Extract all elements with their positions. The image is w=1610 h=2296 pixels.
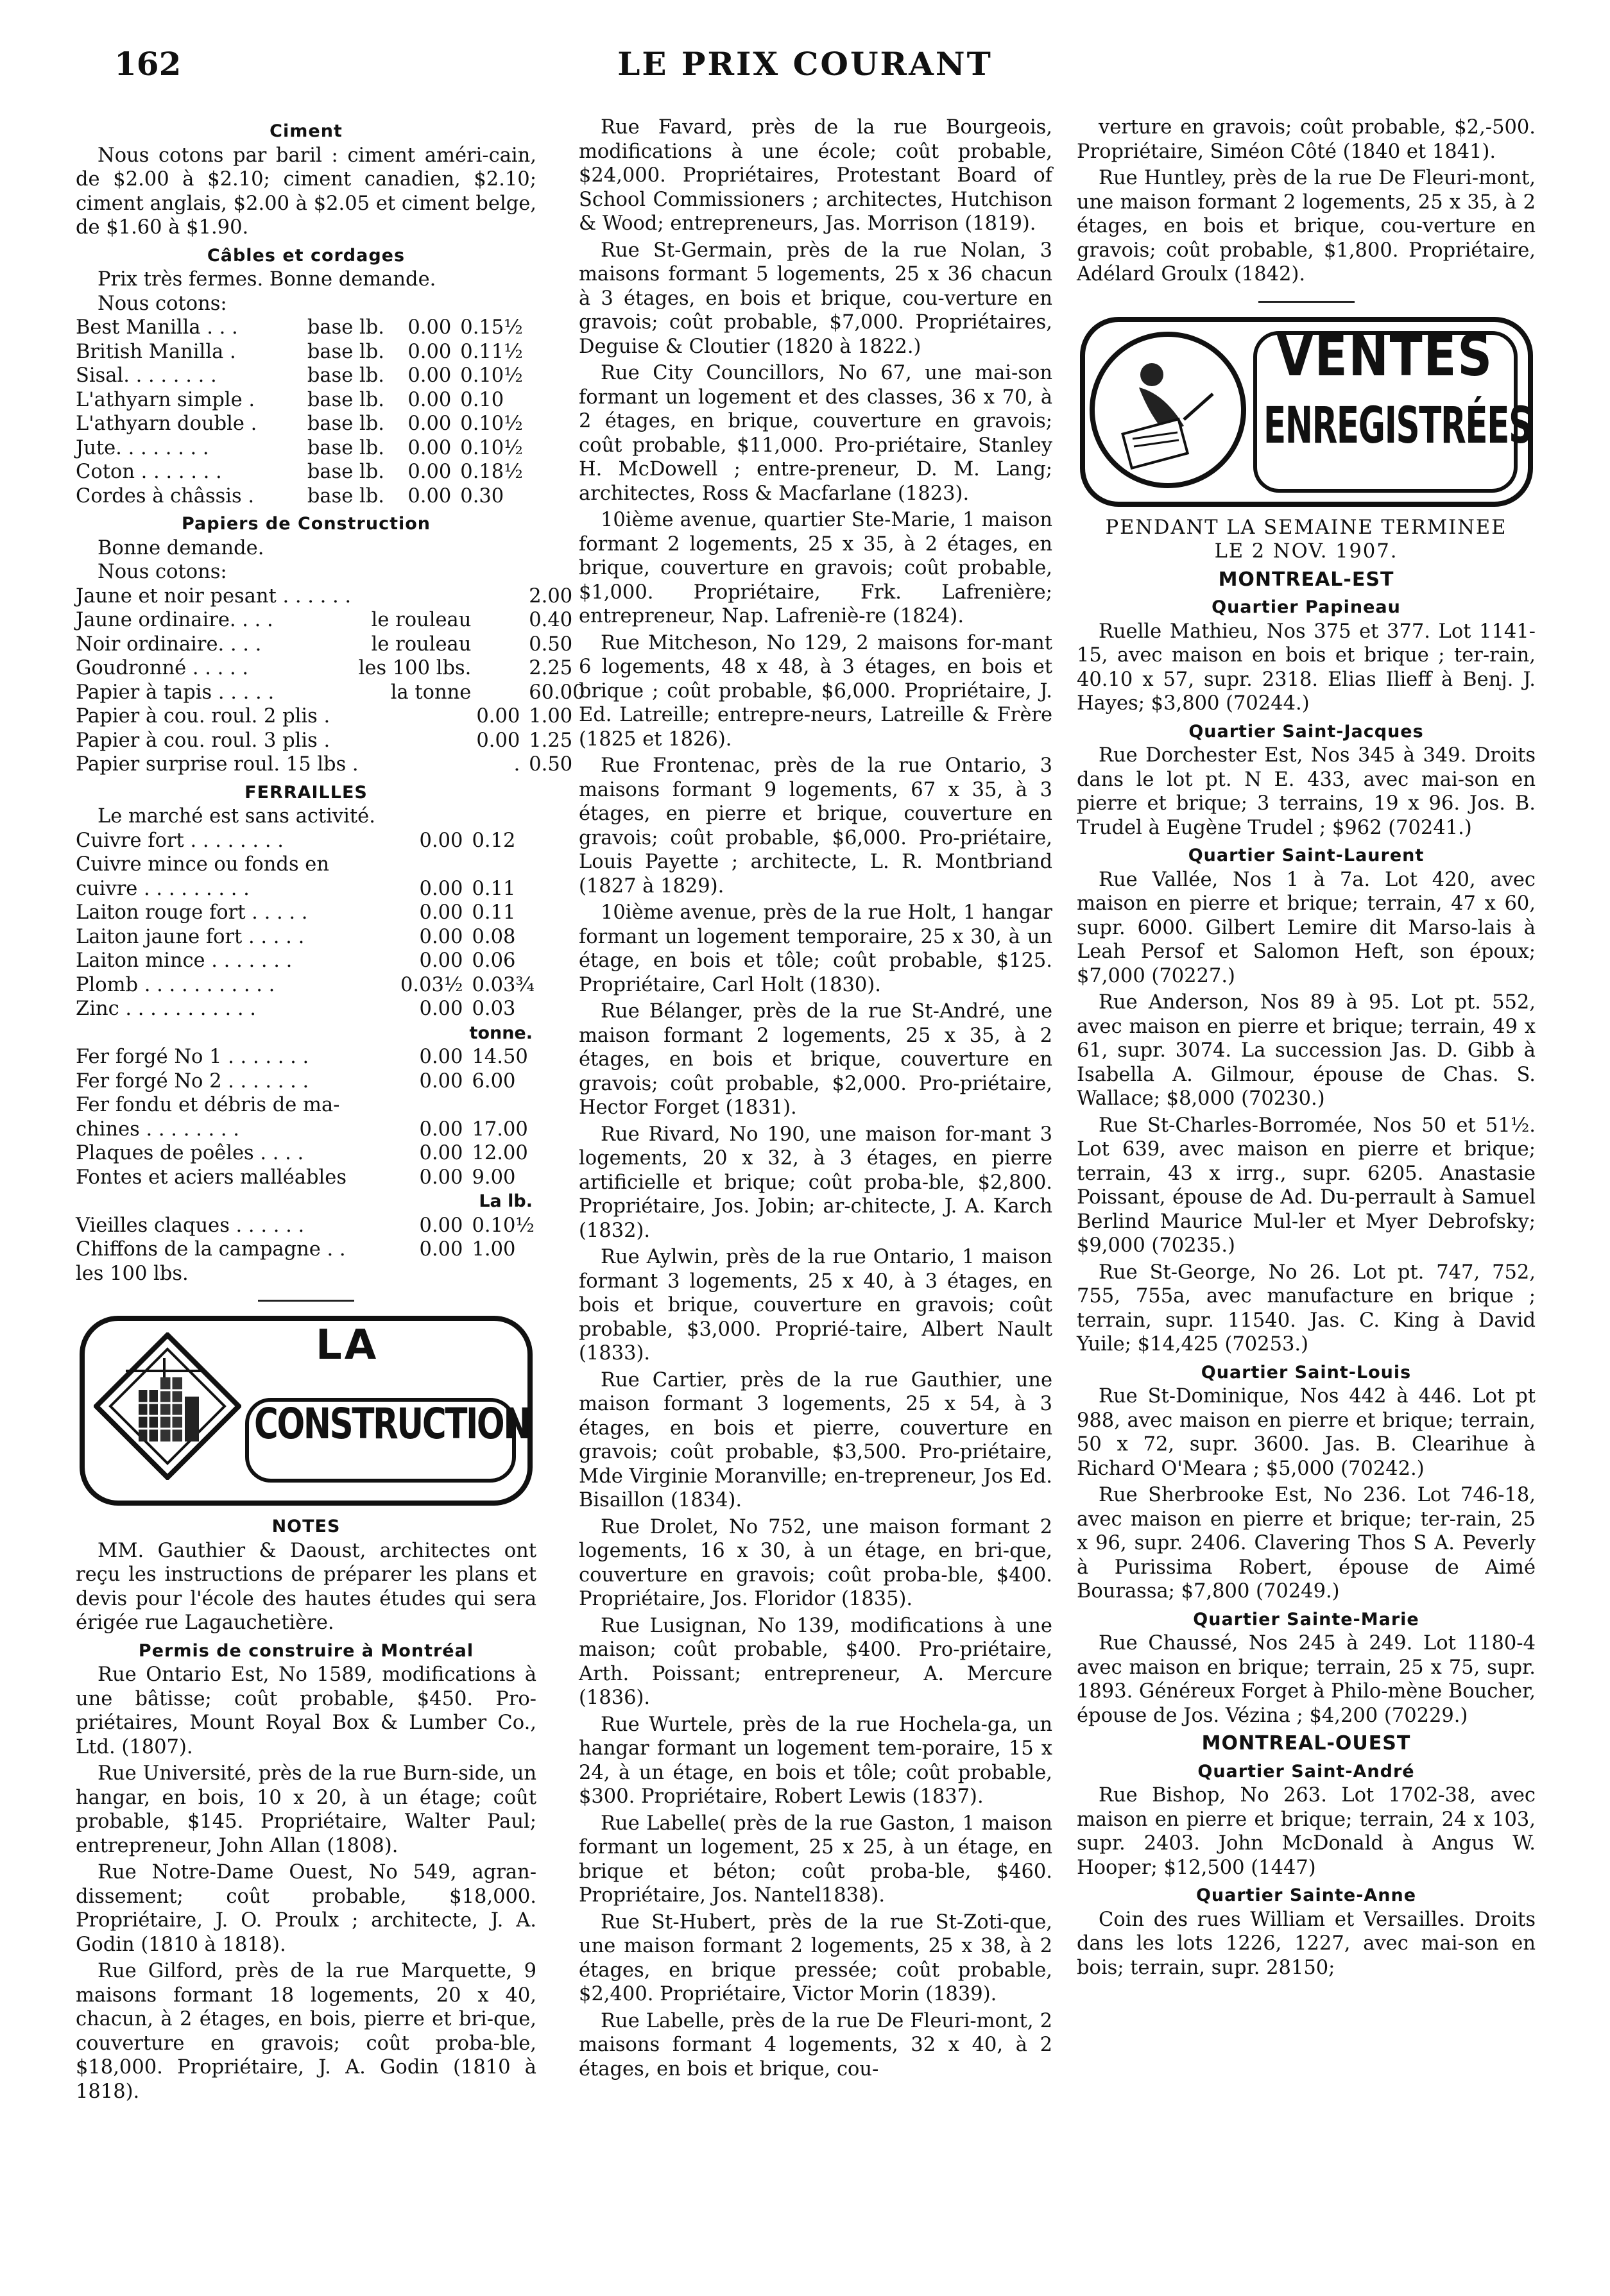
item-name: Sisal. . . . . . . . <box>76 364 217 387</box>
item-min-price: 0.00 <box>419 998 463 1020</box>
item-unit: base lb. <box>307 364 384 387</box>
period-line-2: LE 2 NOV. 1907. <box>1214 540 1398 563</box>
banner-word-la: LA <box>316 1322 379 1369</box>
price-row <box>76 388 536 412</box>
price-row <box>76 753 585 777</box>
ventes-ouest-list <box>1077 1760 1536 1980</box>
item-min-price: 0.00 <box>419 1046 463 1068</box>
price-row <box>76 633 585 657</box>
item-name: Zinc . . . . . . . . . . . <box>76 998 256 1020</box>
sale-entry: Rue St-Charles-Borromée, Nos 50 et 51½. Lot 639, avec maison en pierre et brique; terrain, 43 x irrg., supr. 6205. Anastasie Poissant, épouse de Ad. Du-perrault à Samuel Berlind Maurice Mul-ler et Myer Debrofsky; $9,000 (70235.) <box>1077 1114 1536 1257</box>
permit-entry: Rue Labelle( près de la rue Gaston, 1 maison formant un logement, 25 x 25, à un étage, en brique et béton; coût proba-ble, $460. Propriétaire, Jos. Nantel1838). <box>579 1812 1052 1907</box>
item-min-price: 0.00 <box>476 705 520 727</box>
quartier-heading: Quartier Papineau <box>1212 597 1401 617</box>
permit-entry: verture en gravois; coût probable, $2,-500. Propriétaire, Siméon Côté (1840 et 1841). <box>1077 116 1536 163</box>
item-name: Noir ordinaire. . . . <box>76 633 262 656</box>
item-max-price: 0.15½ <box>460 316 523 339</box>
item-max-price: 0.30 <box>460 484 504 507</box>
permit-entry: 10ième avenue, près de la rue Holt, 1 hangar formant un logement temporaire, 25 x 30, à un étage, en bois et tôle; coût probable, $125. Propriétaire, Carl Holt (1830). <box>579 901 1052 996</box>
item-min-price: 0.00 <box>407 412 452 435</box>
column-3 <box>1077 115 1536 1982</box>
ventes-est-list <box>1077 595 1536 1728</box>
item-max-price: 0.11 <box>472 877 516 900</box>
item-max-price: 0.12 <box>472 829 516 852</box>
sale-entry: Rue Bishop, No 263. Lot 1702-38, avec maison en pierre et brique; terrain, 24 x 103, supr. 2403. John McDonald à Angus W. Hooper; $12,500 (1447) <box>1077 1784 1536 1879</box>
permit-entry: Rue Favard, près de la rue Bourgeois, modifications à une école; coût probable, $24,000. Propriétaires, Protestant Board of School Commissioners ; architectes, Hutchison & Wood; entrepreneurs, Jas. Morrison (1819). <box>579 116 1052 235</box>
item-max-price: 0.03 <box>472 998 516 1020</box>
price-row <box>76 949 536 973</box>
permit-entry: Rue City Councillors, No 67, une mai-son formant un logement et des classes, 36 x 70, à 2 étages, en brique, couverture en gravois; coût probable, $11,000. Pro-priétaire, Stanley H. McDowell ; entre-preneur, D. M. Lang; architectes, Ross & Macfarlane (1823). <box>579 362 1052 505</box>
cables-intro: Prix très fermes. Bonne demande. <box>98 268 436 291</box>
price-row <box>76 681 585 705</box>
lb-unit-label: La lb. <box>479 1191 533 1211</box>
item-unit: la tonne <box>390 681 472 704</box>
item-unit <box>359 584 477 609</box>
item-min-price: 0.00 <box>476 729 520 752</box>
item-min-price: 0.00 <box>419 949 463 972</box>
price-row <box>76 829 536 853</box>
item-min-price: 0.00 <box>419 1118 463 1141</box>
item-name: Papier surprise roul. 15 lbs . <box>76 753 359 776</box>
permit-entry: Rue St-Hubert, près de la rue St-Zoti-que, une maison formant 2 logements, 25 x 38, à 2 étages, en brique pressée; coût probable, $2,400. Propriétaire, Victor Morin (1839). <box>579 1910 1052 2005</box>
item-max-price: 2.00 <box>529 584 573 608</box>
price-row <box>76 412 536 436</box>
item-max-price: 12.00 <box>472 1142 528 1164</box>
item-name: Cuivre fort . . . . . . . . <box>76 829 284 852</box>
item-max-price: 60.00 <box>529 681 585 704</box>
item-unit: base lb. <box>307 388 384 411</box>
banner-word-enregistrees: ENREGISTRÉES <box>1263 396 1532 455</box>
item-min-price: 0.00 <box>407 484 452 507</box>
period-line-1: PENDANT LA SEMAINE TERMINEE <box>1105 516 1507 539</box>
permit-entry: Rue Wurtele, près de la rue Hochela-ga, un hangar formant un logement tem-poraire, 15 x 24, à un étage, en bois et tôle; coût probable, $300. Propriétaire, Robert Lewis (1837). <box>579 1713 1052 1808</box>
divider <box>1258 301 1355 303</box>
item-min-price <box>476 681 529 705</box>
item-max-price: 0.11 <box>472 901 516 924</box>
item-name: cuivre . . . . . . . . . <box>76 877 250 900</box>
item-unit: base lb. <box>307 412 384 435</box>
ferrailles-tonne-table <box>76 1045 536 1189</box>
item-max-price <box>472 1093 536 1118</box>
permit-entry: Rue Mitcheson, No 129, 2 maisons for-mant 6 logements, 48 x 48, à 3 étages, en bois et brique ; coût probable, $6,000. Propriétaire, J. Ed. Latreille; entrepre-neurs, Latreille & Frère (1825 et 1826). <box>579 631 1052 751</box>
permit-entry: Rue Frontenac, près de la rue Ontario, 3 maisons formant 9 logements, 67 x 35, à 3 étages, en pierre et brique, couverture en gravois; coût probable, $6,000. Pro-priétaire, Louis Payette ; architecte, L. R. Montbriand (1827 à 1829). <box>579 754 1052 897</box>
item-unit: base lb. <box>307 436 384 459</box>
banner-word-ventes: VENTES <box>1276 322 1493 389</box>
item-name: Plomb . . . . . . . . . . . <box>76 973 275 996</box>
tonne-unit-label: tonne. <box>469 1023 533 1043</box>
item-max-price: 0.11½ <box>460 340 523 363</box>
item-name: Plaques de poêles . . . . <box>76 1142 304 1164</box>
item-min-price: 0.00 <box>419 1166 463 1189</box>
item-min-price: 0.00 <box>419 925 463 948</box>
papiers-price-table <box>76 584 585 777</box>
quartier-heading: Quartier Sainte-Marie <box>1193 1609 1419 1629</box>
permit-entry: Rue Notre-Dame Ouest, No 549, agran-dissement; coût probable, $18,000. Propriétaire, J. O. Proulx ; architecte, J. A. Godin (1810 à 1818). <box>76 1861 536 1956</box>
item-unit: le rouleau <box>371 633 472 656</box>
permit-entry: Rue Drolet, No 752, une maison formant 2 logements, 16 x 30, à un étage, en bri-que, couverture en gravois; coût proba-ble, $400. Propriétaire, Jos. Floridor (1835). <box>579 1515 1052 1610</box>
item-unit: les 100 lbs. <box>358 657 472 679</box>
item-max-price <box>472 1262 536 1286</box>
item-max-price: 0.06 <box>472 949 516 972</box>
price-row <box>76 608 585 633</box>
item-min-price: . <box>513 753 520 776</box>
item-max-price: 0.50 <box>529 753 573 776</box>
permis-list-end <box>1077 115 1536 287</box>
ventes-enregistrees-banner <box>1080 317 1533 507</box>
permit-entry: Rue Cartier, près de la rue Gauthier, une maison formant 3 logements, 25 x 54, à 3 étages, en bois et pierre, couverture en gravois; coût probable, $3,500. Pro-priétaire, Mde Virginie Moranville; en-trepreneur, Jos Ed. Bisaillon (1834). <box>579 1368 1052 1511</box>
section-heading-cables: Câbles et cordages <box>207 245 406 266</box>
permit-entry: Rue Rivard, No 190, une maison for-mant 3 logements, 20 x 32, à 3 étages, en pierre artificielle et brique; coût proba-ble, $2,800. Propriétaire, Jos. Jobin; ar-chitecte, J. A. Karch (1832). <box>579 1123 1052 1242</box>
sale-entry: Ruelle Mathieu, Nos 375 et 377. Lot 1141-15, avec maison en bois et brique ; ter-rain, 40.10 x 57, supr. 2318. Elias Ilieff à Benj. J. Hayes; $3,800 (70244.) <box>1077 620 1536 715</box>
price-row <box>76 1118 536 1142</box>
item-unit: base lb. <box>307 340 384 363</box>
item-min-price: 0.00 <box>419 1214 463 1237</box>
item-min-price <box>476 608 529 633</box>
item-max-price: 6.00 <box>472 1069 516 1093</box>
price-row <box>76 484 536 509</box>
price-row <box>76 925 536 949</box>
item-min-price: 0.03½ <box>400 973 463 996</box>
item-max-price: 0.10½ <box>460 412 523 435</box>
column-1 <box>76 115 585 2106</box>
price-row <box>76 997 536 1021</box>
column-2 <box>579 115 1052 2084</box>
quartier-heading: Quartier Saint-Laurent <box>1188 846 1425 865</box>
item-min-price <box>398 1093 472 1118</box>
price-row <box>76 1045 536 1069</box>
item-max-price: 0.10½ <box>460 436 523 459</box>
item-max-price: 0.10½ <box>472 1214 535 1237</box>
quartier-heading: Quartier Saint-Jacques <box>1188 721 1424 742</box>
sale-entry: Rue Sherbrooke Est, No 236. Lot 746-18, avec maison en pierre et brique; ter-rain, 25 x 96, supr. 2406. Clavering Thos S A. Peverly à Purissima Robert, épouse de Aimé Bourassa; $7,800 (70249.) <box>1077 1484 1536 1603</box>
permit-entry: Rue Université, près de la rue Burn-side, un hangar, en bois, 10 x 20, à un étage; coût probable, $145. Propriétaire, Walter Paul; entrepreneur, John Allan (1808). <box>76 1762 536 1857</box>
construction-box <box>245 1398 530 1483</box>
item-max-price: 14.50 <box>472 1046 528 1068</box>
item-unit: base lb. <box>307 484 384 507</box>
price-row <box>76 1214 536 1238</box>
price-row <box>76 436 536 461</box>
item-min-price <box>476 584 529 609</box>
item-max-price: 0.08 <box>472 925 516 948</box>
permit-entry: Rue St-Germain, près de la rue Nolan, 3 maisons formant 5 logements, 25 x 36 chacun à 3 étages, en bois et brique, cou-verture en gravois; coût probable, $7,000. Propriétaires, Deguise & Cloutier (1820 à 1822.) <box>579 239 1052 358</box>
item-min-price <box>398 1262 472 1286</box>
item-min-price: 0.00 <box>419 829 463 852</box>
region-heading-montreal-est: MONTREAL-EST <box>1218 568 1394 591</box>
item-max-price: 0.40 <box>529 609 573 631</box>
section-heading-notes: NOTES <box>271 1517 341 1536</box>
item-name: Cuivre mince ou fonds en <box>76 853 329 876</box>
item-max-price: 17.00 <box>472 1118 528 1141</box>
item-max-price: 2.25 <box>529 657 573 679</box>
sale-entry: Rue Vallée, Nos 1 à 7a. Lot 420, avec maison en pierre et brique; terrain, 47 x 60, supr. 6000. Gilbert Lemire dit Marso-lais à Leah Persof et Salomon Heft, son époux; $7,000 (70227.) <box>1077 868 1536 987</box>
item-name: Papier à cou. roul. 2 plis . <box>76 705 330 727</box>
price-row <box>76 853 536 877</box>
permit-entry: Rue Gilford, près de la rue Marquette, 9 maisons formant 18 logements, 20 x 40, chacun, à 2 étages, en bois, pierre et bri-que, couverture en gravois; coût proba-ble, $18,000. Propriétaire, J. A. Godin (1810 à 1818). <box>76 1960 536 2103</box>
price-row <box>76 1262 536 1286</box>
item-min-price: 0.00 <box>419 1142 463 1164</box>
item-min-price: 0.00 <box>407 316 452 339</box>
item-name: Jaune ordinaire. . . . <box>76 609 273 631</box>
item-max-price: 0.10 <box>460 388 504 411</box>
sale-entry: Rue Anderson, Nos 89 à 95. Lot pt. 552, avec maison en pierre et brique; terrain, 49 x 61, supr. 3074. La succession Jas. D. Gibb à Isabella A. Gilmour, épouse de Chas. S. Wallace; $8,000 (70230.) <box>1077 991 1536 1110</box>
item-max-price: 1.00 <box>529 705 573 727</box>
item-max-price: 0.10½ <box>460 364 523 387</box>
price-row <box>76 901 536 925</box>
permit-entry: Rue Labelle, près de la rue De Fleuri-mont, 2 maisons formant 4 logements, 32 x 40, à 2 étages, en bois et brique, cou- <box>579 2009 1052 2080</box>
page-header <box>83 38 1527 96</box>
price-row <box>76 729 585 753</box>
item-name: Fontes et aciers malléables <box>76 1166 347 1189</box>
permit-entry: Rue Bélanger, près de la rue St-André, une maison formant 2 logements, 25 x 35, à 2 étages, en bois et brique, couverture en gravois; coût probable, $2,000. Pro-priétaire, Hector Forget (1831). <box>579 1000 1052 1119</box>
permis-list <box>76 1663 536 2104</box>
permis-list-continued <box>579 115 1052 2081</box>
price-row <box>76 460 536 484</box>
item-min-price <box>476 656 529 681</box>
item-unit <box>359 753 477 777</box>
sale-entry: Rue St-Dominique, Nos 442 à 446. Lot pt 988, avec maison en pierre et brique; terrain, 50 x 72, supr. 3600. Jas. B. Clearihue à Richard O'Meara ; $5,000 (70242.) <box>1077 1385 1536 1480</box>
item-name: Papier à tapis . . . . . <box>76 681 275 704</box>
item-min-price: 0.00 <box>407 436 452 459</box>
la-construction-banner <box>80 1316 533 1506</box>
ferrailles-intro: Le marché est sans activité. <box>98 805 375 828</box>
item-name: L'athyarn simple . <box>76 388 255 411</box>
item-name: Jaune et noir pesant . . . . . . <box>76 584 352 608</box>
notary-figure-icon <box>1088 330 1248 490</box>
cables-cotons: Nous cotons: <box>98 292 227 315</box>
papiers-intro: Bonne demande. <box>98 536 264 559</box>
item-name: L'athyarn double . <box>76 412 257 435</box>
permit-entry: Rue Huntley, près de la rue De Fleuri-mont, une maison formant 2 logements, 25 x 35, à 2 étages, en bois et brique, cou-verture en gravois; coût probable, $1,800. Propriétaire, Adélard Groulx (1842). <box>1077 167 1536 285</box>
section-heading-papiers: Papiers de Construction <box>181 514 431 534</box>
item-name: Fer forgé No 1 . . . . . . . <box>76 1046 309 1068</box>
item-max-price <box>472 853 536 877</box>
price-row <box>76 1069 536 1094</box>
price-row <box>76 704 585 729</box>
ventes-box <box>1253 322 1532 493</box>
divider <box>258 1300 354 1302</box>
price-row <box>76 584 585 609</box>
sale-entry: Rue Dorchester Est, Nos 345 à 349. Droits dans le lot pt. N E. 433, avec mai-son en pierre et brique; 3 terrains, 19 x 96. Jos. B. Trudel à Eugène Trudel ; $962 (70241.) <box>1077 744 1536 839</box>
sale-entry: Rue Chaussé, Nos 245 à 249. Lot 1180-4 avec maison en brique; terrain, 25 x 75, supr. 1893. Généreux Forget à Philo-mène Boucher, épouse de Jos. Vézina ; $4,200 (70229.) <box>1077 1632 1536 1727</box>
quartier-heading: Quartier Saint-Louis <box>1201 1362 1412 1382</box>
price-row <box>76 656 585 681</box>
cables-price-table <box>76 316 536 508</box>
section-heading-ciment: Ciment <box>270 121 343 141</box>
item-name: Fer forgé No 2 . . . . . . . <box>76 1069 309 1093</box>
price-row <box>76 364 536 388</box>
item-name: chines . . . . . . . . <box>76 1118 239 1141</box>
price-row <box>76 1237 536 1262</box>
sale-entry: Coin des rues William et Versailles. Droits dans les lots 1226, 1227, avec mai-son en bois; terrain, supr. 28150; <box>1077 1908 1536 1979</box>
banner-word-construction: CONSTRUCTION <box>254 1399 530 1449</box>
item-max-price: 1.25 <box>529 729 573 752</box>
section-heading-permis: Permis de construire à Montréal <box>138 1640 474 1661</box>
item-max-price: 9.00 <box>472 1166 516 1189</box>
item-name: Cordes à châssis . <box>76 484 255 507</box>
price-row <box>76 340 536 364</box>
item-name: Goudronné . . . . . <box>76 657 249 679</box>
item-name: Fer fondu et débris de ma- <box>76 1094 340 1116</box>
region-heading-montreal-ouest: MONTREAL-OUEST <box>1201 1732 1411 1755</box>
item-name: Laiton rouge fort . . . . . <box>76 901 308 924</box>
item-min-price: 0.00 <box>419 1069 463 1093</box>
ciment-text: Nous cotons par baril : ciment améri-cain, de $2.00 à $2.10; ciment canadien, $2.10; ciment anglais, $2.00 à $2.05 et ciment belge, de $1.60 à $1.90. <box>76 144 536 239</box>
price-row <box>76 1141 536 1166</box>
item-max-price: 0.18½ <box>460 461 523 483</box>
price-row <box>76 973 536 998</box>
permit-entry: Rue Aylwin, près de la rue Ontario, 1 maison formant 3 logements, 25 x 40, à 3 étages, en bois et brique, couverture en gravois; coût probable, $3,000. Proprié-taire, Albert Nault (1833). <box>579 1246 1052 1365</box>
permit-entry: 10ième avenue, quartier Ste-Marie, 1 maison formant 2 logements, 25 x 35, à 2 étages, en brique, couverture en gravois; coût probable, $1,000. Propriétaire, Frk. Lafrenière; entrepreneur, Nap. Lafreniè-re (1824). <box>579 509 1052 627</box>
page-number: 162 <box>114 45 182 83</box>
item-min-price: 0.00 <box>407 364 452 387</box>
permit-entry: Rue Ontario Est, No 1589, modifications à une bâtisse; coût probable, $450. Pro-priétaires, Mount Royal Box & Lumber Co., Ltd. (1807). <box>76 1663 536 1758</box>
section-heading-ferrailles: FERRAILLES <box>244 782 368 803</box>
item-min-price: 0.00 <box>407 461 452 483</box>
item-name: Laiton mince . . . . . . . <box>76 949 293 972</box>
item-name: Jute. . . . . . . . <box>76 436 209 459</box>
quartier-heading: Quartier Saint-André <box>1197 1761 1415 1782</box>
journal-title: LE PRIX COURANT <box>617 45 993 83</box>
price-row <box>76 877 536 901</box>
item-min-price: 0.00 <box>407 388 452 411</box>
sale-entry: Rue St-George, No 26. Lot pt. 747, 752, 755, 755a, avec manufacture en brique ; terrain, supr. 11540. Jas. C. King à David Yuile; $14,425 (70253.) <box>1077 1261 1536 1356</box>
item-name: Chiffons de la campagne . . <box>76 1238 346 1261</box>
item-unit: base lb. <box>307 461 384 483</box>
notes-text: MM. Gauthier & Daoust, architectes ont reçu les instructions de préparer les plans et devis pour l'école des hautes études qui sera érigée rue Lagauchetière. <box>76 1539 536 1634</box>
item-min-price: 0.00 <box>407 340 452 363</box>
item-max-price: 1.00 <box>472 1238 516 1261</box>
permit-entry: Rue Lusignan, No 139, modifications à une maison; coût probable, $400. Pro-priétaire, Arth. Poissant; entrepreneur, A. Mercure (1836). <box>579 1614 1052 1709</box>
building-logo-icon <box>94 1332 241 1480</box>
item-max-price: 0.50 <box>529 633 573 656</box>
item-unit <box>359 729 477 753</box>
papiers-cotons: Nous cotons: <box>98 561 227 583</box>
item-min-price <box>398 853 472 877</box>
price-row <box>76 1166 536 1190</box>
item-name: Best Manilla . . . <box>76 316 238 339</box>
item-unit: base lb. <box>307 316 384 339</box>
item-unit <box>359 704 477 729</box>
quartier-heading: Quartier Sainte-Anne <box>1195 1885 1417 1905</box>
item-name: les 100 lbs. <box>76 1262 189 1285</box>
item-min-price: 0.00 <box>419 877 463 900</box>
item-unit: le rouleau <box>371 609 472 631</box>
ferrailles-price-table <box>76 829 536 1021</box>
item-name: Papier à cou. roul. 3 plis . <box>76 729 330 752</box>
item-max-price: 0.03¾ <box>472 973 535 996</box>
item-min-price: 0.00 <box>419 901 463 924</box>
item-name: Laiton jaune fort . . . . . <box>76 925 305 948</box>
price-row <box>76 1093 536 1118</box>
item-min-price: 0.00 <box>419 1238 463 1261</box>
price-row <box>76 316 536 340</box>
item-min-price <box>476 633 529 657</box>
item-name: British Manilla . <box>76 340 236 363</box>
item-name: Coton . . . . . . . <box>76 461 222 483</box>
item-name: Vieilles claques . . . . . . <box>76 1214 305 1237</box>
ferrailles-lb-table <box>76 1214 536 1286</box>
